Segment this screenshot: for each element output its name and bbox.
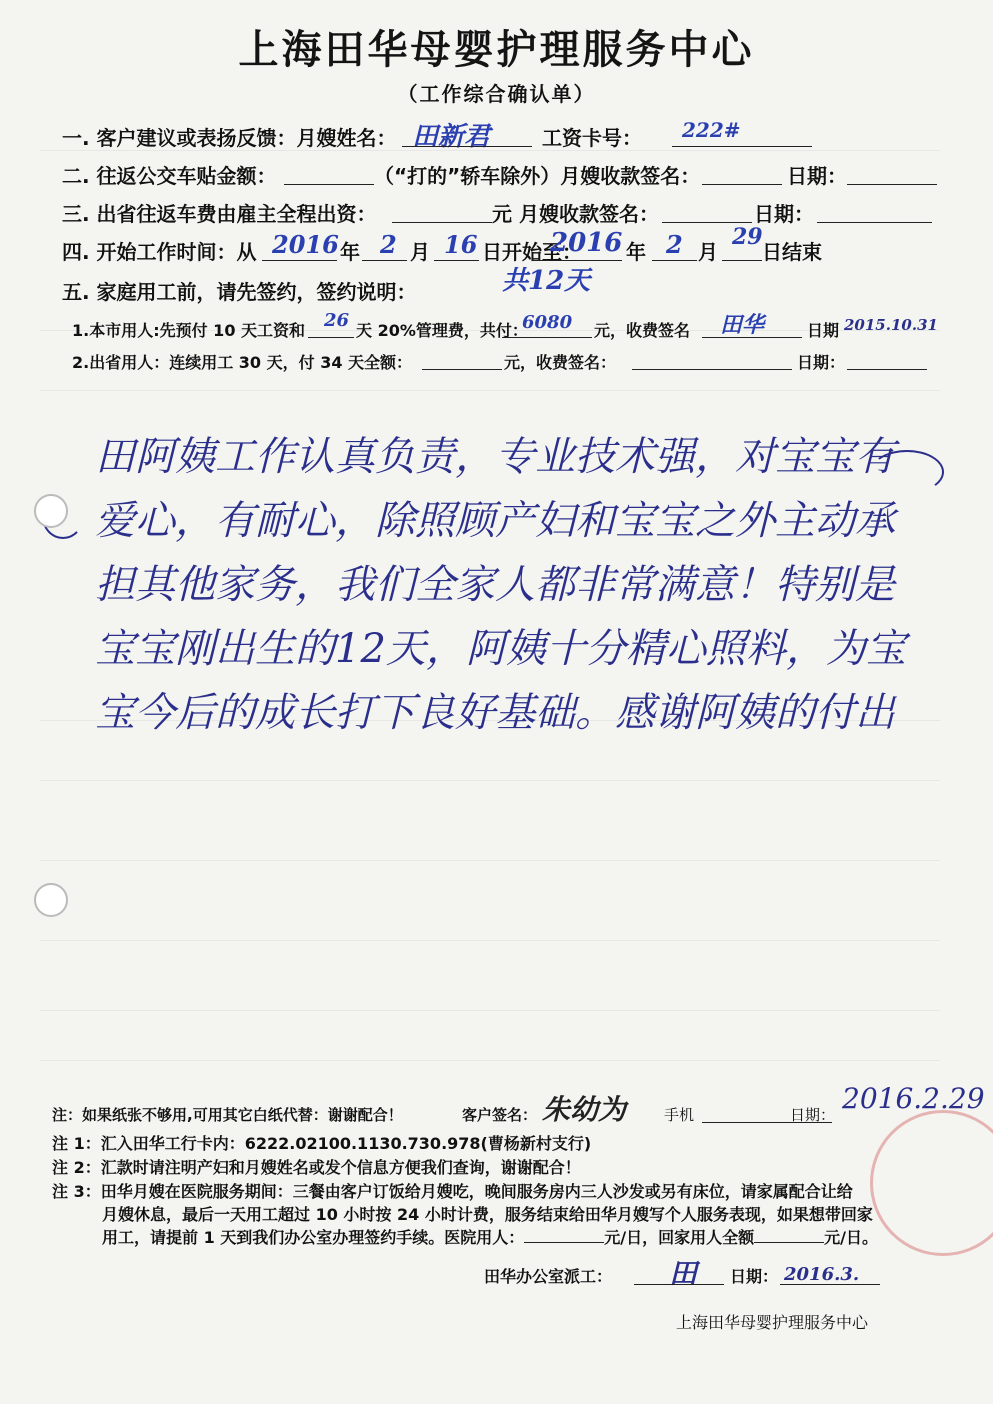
dispatch-sign-line xyxy=(634,1284,724,1285)
start-to-label: 日开始至： xyxy=(482,240,582,264)
end-month-line xyxy=(652,260,697,261)
handwritten-feedback: 田阿姨工作认真负责，专业技术强，对宝宝有爱心，有耐心，除照顾产妇和宝宝之外主动承担其他家务，我们全家人都非常满意！特别是宝宝刚出生的12天，阿姨十分精心照料，为宝宝今后的成长打下良好基础。感谢阿姨的付出 xyxy=(95,434,906,736)
nanny-name: 田新君 xyxy=(412,122,491,152)
bus-date-label: 日期： xyxy=(787,164,847,188)
work-start-label: 四. 开始工作时间：从 xyxy=(62,240,257,264)
clause2-text: 2.出省用人：连续用工 30 天，付 34 天全额： xyxy=(72,353,413,372)
year-char-2: 年 xyxy=(626,240,646,264)
footer-organization: 上海田华母婴护理服务中心 xyxy=(676,1313,869,1332)
nanny-name-line xyxy=(402,146,532,147)
end-day-line xyxy=(722,260,762,261)
dispatch-signature: 田 xyxy=(669,1257,698,1290)
clause1-sign-line xyxy=(702,337,802,338)
clause1-days: 26 xyxy=(324,310,350,331)
document-title: 上海田华母婴护理服务中心 xyxy=(238,26,755,73)
total-days: 共12天 xyxy=(502,266,591,296)
bus-sign-line xyxy=(702,184,782,185)
travel-date-line xyxy=(817,222,932,223)
card-label: 工资卡号： xyxy=(542,126,642,150)
contract-label: 五. 家庭用工前，请先签约，签约说明： xyxy=(62,280,417,304)
feedback-label: 一. 客户建议或表扬反馈：月嫂姓名： xyxy=(62,126,397,150)
punch-hole-bottom xyxy=(34,883,68,917)
sign-date: 2016.2.29 xyxy=(842,1082,985,1115)
dispatch-label: 田华办公室派工： xyxy=(484,1267,613,1286)
dispatch-date: 2016.3. xyxy=(784,1264,860,1285)
feedback-bracket-right xyxy=(870,450,944,494)
phone-label: 手机 xyxy=(664,1106,695,1124)
bus-amount-line xyxy=(284,184,374,185)
travel-amount-line xyxy=(392,222,492,223)
end-month: 2 xyxy=(666,230,683,259)
travel-note: 元 月嫂收款签名： xyxy=(492,202,659,226)
year-char-1: 年 xyxy=(340,240,360,264)
document-subtitle: （工作综合确认单） xyxy=(397,82,596,106)
start-year: 2016 xyxy=(272,230,339,259)
clause1-date: 2015.10.31 xyxy=(844,316,938,334)
note-3-text-c: 用工，请提前 1 天到我们办公室办理签约手续。医院用人： xyxy=(102,1228,525,1247)
travel-label: 三. 出省往返车费由雇主全程出资： xyxy=(62,202,377,226)
clause2-date-label: 日期： xyxy=(797,353,846,372)
hospital-rate-line xyxy=(524,1242,604,1243)
dispatch-date-line xyxy=(780,1284,880,1285)
end-day: 29 xyxy=(732,224,763,250)
dispatch-date-label: 日期： xyxy=(730,1267,779,1286)
travel-date-label: 日期： xyxy=(754,202,814,226)
card-line xyxy=(672,146,812,147)
clause2-yuan: 元，收费签名： xyxy=(504,353,617,372)
clause1-text-b: 天 20%管理费，共付： xyxy=(356,321,528,340)
bus-date-line xyxy=(847,184,937,185)
note-3 xyxy=(52,1180,942,1249)
paper-note: 注：如果纸张不够用,可用其它白纸代替：谢谢配合！ xyxy=(52,1106,403,1124)
clause1-date-label: 日期 xyxy=(807,321,840,340)
taxi-note: （“打的”轿车除外）月嫂收款签名： xyxy=(374,164,701,188)
note-1: 注 1：汇入田华工行卡内：6222.02100.1130.730.978(曹杨新村支行) xyxy=(52,1134,592,1153)
month-char-1: 月 xyxy=(410,240,430,264)
note-2: 注 2：汇款时请注明产妇和月嫂姓名或发个信息方便我们查询，谢谢配合！ xyxy=(52,1158,581,1177)
clause2-date-line xyxy=(847,369,927,370)
start-month: 2 xyxy=(380,230,397,259)
note-3-line-a: 注 3：田华月嫂在医院服务期间：三餐由客户订饭给月嫂吃，晚间服务房内三人沙发或另有床位，请家属配合让给 xyxy=(52,1182,853,1201)
clause2-amount-line xyxy=(422,369,502,370)
home-rate-line xyxy=(754,1242,824,1243)
clause1-amount: 6080 xyxy=(522,312,573,333)
note-3-text-d: 元/日，回家用人全额 xyxy=(604,1228,755,1247)
bus-subsidy-label: 二. 往返公交车贴金额： xyxy=(62,164,277,188)
clause1-signer: 田华 xyxy=(720,312,765,338)
end-label: 日结束 xyxy=(762,240,822,264)
start-year-line xyxy=(262,260,337,261)
clause1-text-c: 元，收费签名 xyxy=(594,321,691,340)
month-char-2: 月 xyxy=(698,240,718,264)
start-month-line xyxy=(362,260,407,261)
start-day-line xyxy=(434,260,479,261)
note-3-line-b: 月嫂休息，最后一天用工超过 10 小时按 24 小时计费，服务结束给田华月嫂写个人服务表现，如果想带回家 xyxy=(102,1205,873,1224)
note-3-text-e: 元/日。 xyxy=(824,1228,878,1247)
travel-sign-line xyxy=(662,222,752,223)
start-day: 16 xyxy=(444,230,478,259)
clause1-amount-line xyxy=(502,337,592,338)
clause2-sign-line xyxy=(632,369,792,370)
sign-date-label: 日期： xyxy=(790,1106,836,1124)
clause1-text-a: 1.本市用人:先预付 10 天工资和 xyxy=(72,321,306,340)
client-sign-label: 客户签名： xyxy=(462,1106,538,1124)
clause1-days-line xyxy=(308,337,354,338)
punch-hole-top xyxy=(34,494,68,528)
end-year: 2016 xyxy=(550,228,623,258)
note-3-line-c xyxy=(52,1226,942,1249)
client-signature: 朱幼为 xyxy=(542,1093,627,1126)
card-number: 222# xyxy=(682,118,741,142)
